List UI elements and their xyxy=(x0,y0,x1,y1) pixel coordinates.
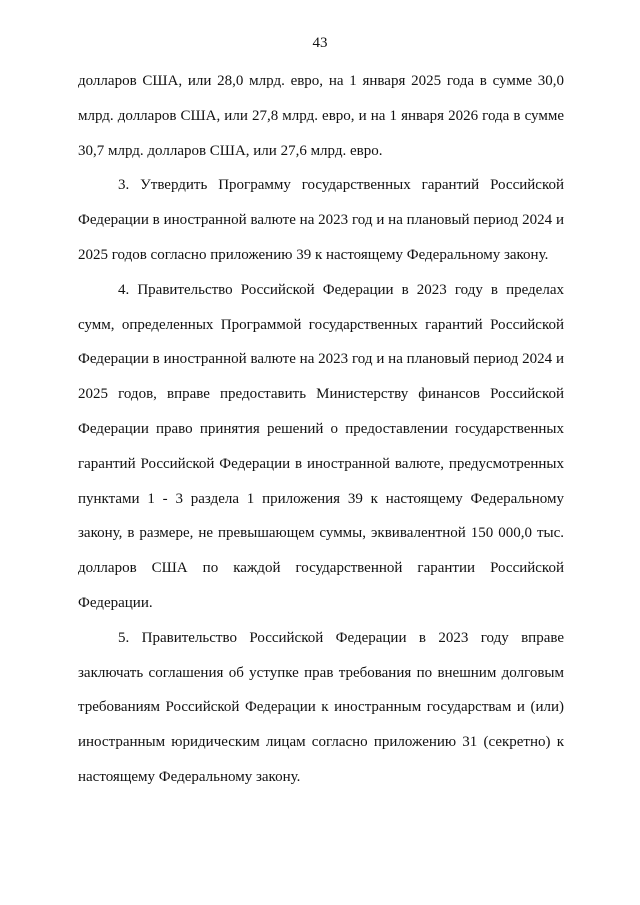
document-body xyxy=(78,64,564,795)
page-number: 43 xyxy=(312,35,328,51)
paragraph-item-5: 5. Правительство Российской Федерации в 2023 году вправе заключать соглашения об уступке прав требования по внешним долговым требованиям Российской Федерации к иностранным государствам и (или) иностранным юридическим лицам согласно приложению 31 (секретно) к настоящему Федеральному закону. xyxy=(78,629,564,785)
paragraph-continuation: долларов США, или 28,0 млрд. евро, на 1 января 2025 года в сумме 30,0 млрд. долларов США, или 27,8 млрд. евро, и на 1 января 2026 года в сумме 30,7 млрд. долларов США, или 27,6 млрд. евро. xyxy=(78,73,564,159)
paragraph-item-3: 3. Утвердить Программу государственных гарантий Российской Федерации в иностранной валюте на 2023 год и на плановый период 2024 и 2025 годов согласно приложению 39 к настоящему Федеральному закону. xyxy=(78,177,564,263)
paragraph-item-4: 4. Правительство Российской Федерации в 2023 году в пределах сумм, определенных Программой государственных гарантий Российской Федерации в иностранной валюте на 2023 год и на плановый период 2024 и 2025 годов, вправе предоставить Министерству финансов Российской Федерации право принятия решений о предоставлении государственных гарантий Российской Федерации в иностранной валюте, предусмотренных пунктами 1 - 3 раздела 1 приложения 39 к настоящему Федеральному закону, в размере, не превышающем суммы, эквивалентной 150 000,0 тыс. долларов США по каждой государственной гарантии Российской Федерации. xyxy=(78,281,564,611)
